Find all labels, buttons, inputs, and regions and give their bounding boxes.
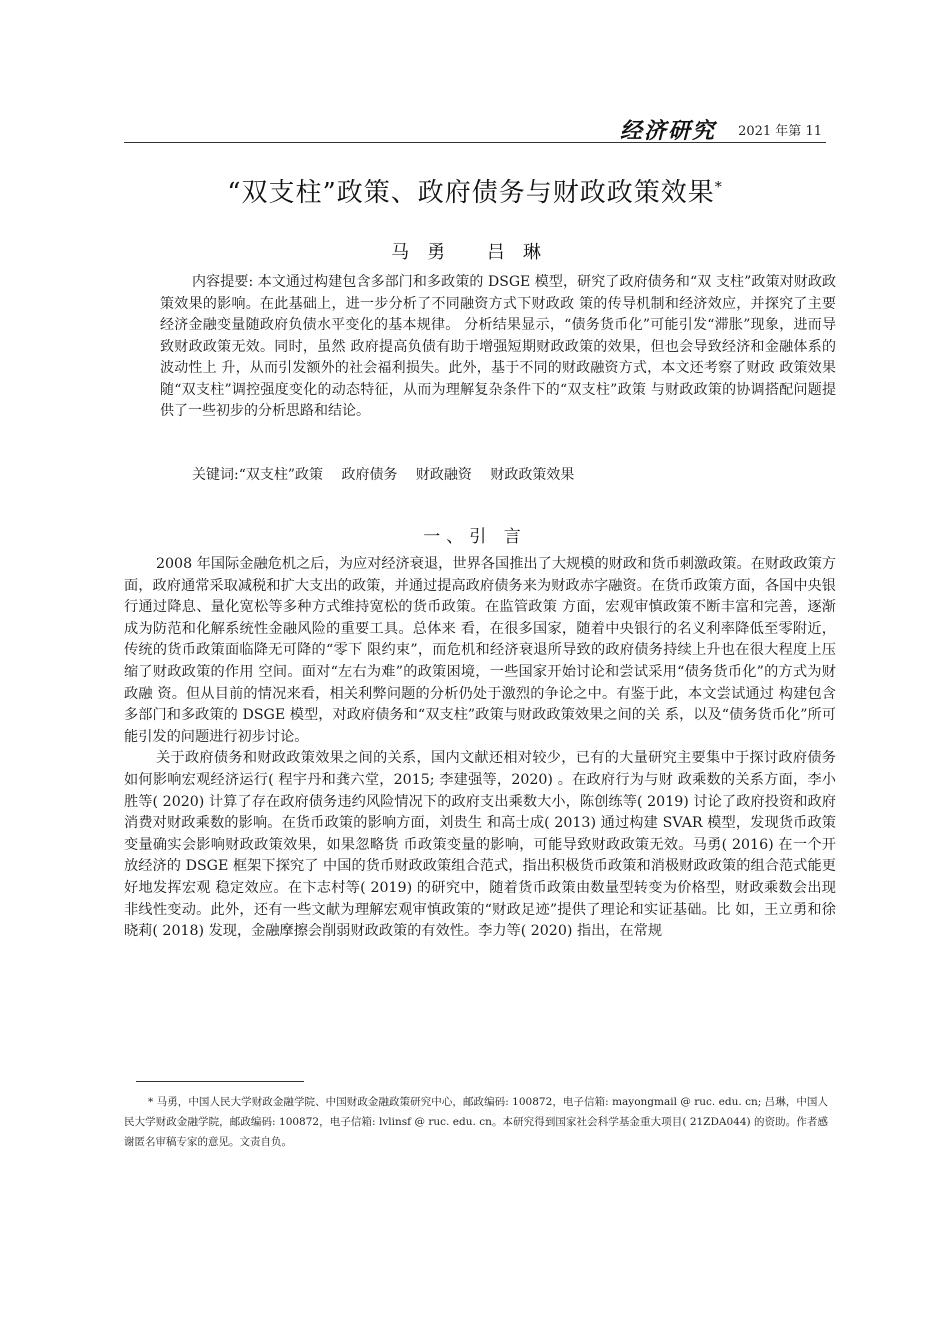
running-header <box>124 110 826 143</box>
title-footnote-mark: * <box>714 179 723 196</box>
article-title-text: “双支柱”政策、政府债务与财政政策效果 <box>227 178 715 208</box>
footnote: * 马勇，中国人民大学财政金融学院、中国财政金融政策研究中心，邮政编码: 100872，电子信箱: mayongmail @ ruc. edu. cn; 吕琳，中国人民大学财政金融学院，邮政编码: 100872，电子信箱: lvlinsf @ ruc. edu. cn。本研究得到国家社会科学基金重大项目( 21ZDA044) 的资助。作者感谢匿名审稿专家的意见。文责自负。 <box>124 1096 828 1148</box>
section-heading: 一、引 言 <box>423 527 527 547</box>
keywords: 关键词:“双支柱”政策 政府债务 财政融资 财政政策效果 <box>192 467 575 483</box>
article-title <box>0 172 950 209</box>
paragraph: 关于政府债务和财政政策效果之间的关系，国内文献还相对较少，已有的大量研究主要集中于探讨政府债务如何影响宏观经济运行( 程宇丹和龚六堂，2015; 李建强等，2020) 。在政府行为与财 政乘数的关系方面，李小胜等( 2020) 计算了存在政府债务违约风险情况下的政府支出乘数大小，陈创练等( 2019) 讨论了政府投资和政府消费对财政乘数的影响。在货币政策的影响方面，刘贵生 和高士成( 2013) 通过构建 SVAR 模型，发现货币政策变量确实会影响财政政策效果，如果忽略货 币政策变量的影响，可能导致财政政策无效。马勇( 2016) 在一个开放经济的 DSGE 框架下探究了 中国的货币财政政策组合范式，指出积极货币政策和消极财政政策的组合范式能更好地发挥宏观 稳定效应。在卞志村等( 2019) 的研究中，随着货币政策由数量型转变为价格型，财政乘数会出现 非线性变动。此外，还有一些文献为理解宏观审慎政策的“财政足迹”提供了理论和实证基础。比 如，王立勇和徐晓莉( 2018) 发现，金融摩擦会削弱财政政策的有效性。李力等( 2020) 指出，在常规 <box>124 750 836 940</box>
body-text <box>124 554 836 943</box>
journal-logo: 经济研究 <box>619 118 716 144</box>
paragraph: 2008 年国际金融危机之后，为应对经济衰退，世界各国推出了大规模的财政和货币刺激政策。在财政政策方面，政府通常采取减税和扩大支出的政策，并通过提高政府债务来为财政赤字融资。在货币政策方面，各国中央银行通过降息、量化宽松等多种方式维持宽松的货币政策。在监管政策 方面，宏观审慎政策不断丰富和完善，逐渐成为防范和化解系统性金融风险的重要工具。总体来 看，在很多国家，随着中央银行的名义利率降低至零附近，传统的货币政策面临降无可降的“零下 限约束”，而危机和经济衰退所导致的政府债务持续上升也在很大程度上压缩了财政政策的作用 空间。面对“左右为难”的政策困境，一些国家开始讨论和尝试采用“债务货币化”的方式为财政融 资。但从目前的情况来看，相关利弊问题的分析仍处于激烈的争论之中。有鉴于此，本文尝试通过 构建包含多部门和多政策的 DSGE 模型，对政府债务和“双支柱”政策与财政政策效果之间的关 系，以及“债务货币化”所可能引发的问题进行初步讨论。 <box>124 556 836 745</box>
abstract: 内容提要: 本文通过构建包含多部门和多政策的 DSGE 模型，研究了政府债务和“双 支柱”政策对财政政策效果的影响。在此基础上，进一步分析了不同融资方式下财政政 策的传导机制和经济效应，并探究了主要经济金融变量随政府负债水平变化的基本规律。 分析结果显示，“债务货币化”可能引发“滞胀”现象，进而导致财政政策无效。同时，虽然 政府提高负债有助于增强短期财政政策的效果，但也会导致经济和金融体系的波动性上 升，从而引发额外的社会福利损失。此外，基于不同的财政融资方式，本文还考察了财政 政策效果随“双支柱”调控强度变化的动态特征，从而为理解复杂条件下的“双支柱”政策 与财政政策的协调搭配问题提供了一些初步的分析思路和结论。 <box>160 274 836 419</box>
author-names: 马勇 吕琳 <box>391 242 559 263</box>
issue-label: 2021 年第 11 <box>738 124 822 139</box>
footnote-divider <box>136 1081 304 1082</box>
